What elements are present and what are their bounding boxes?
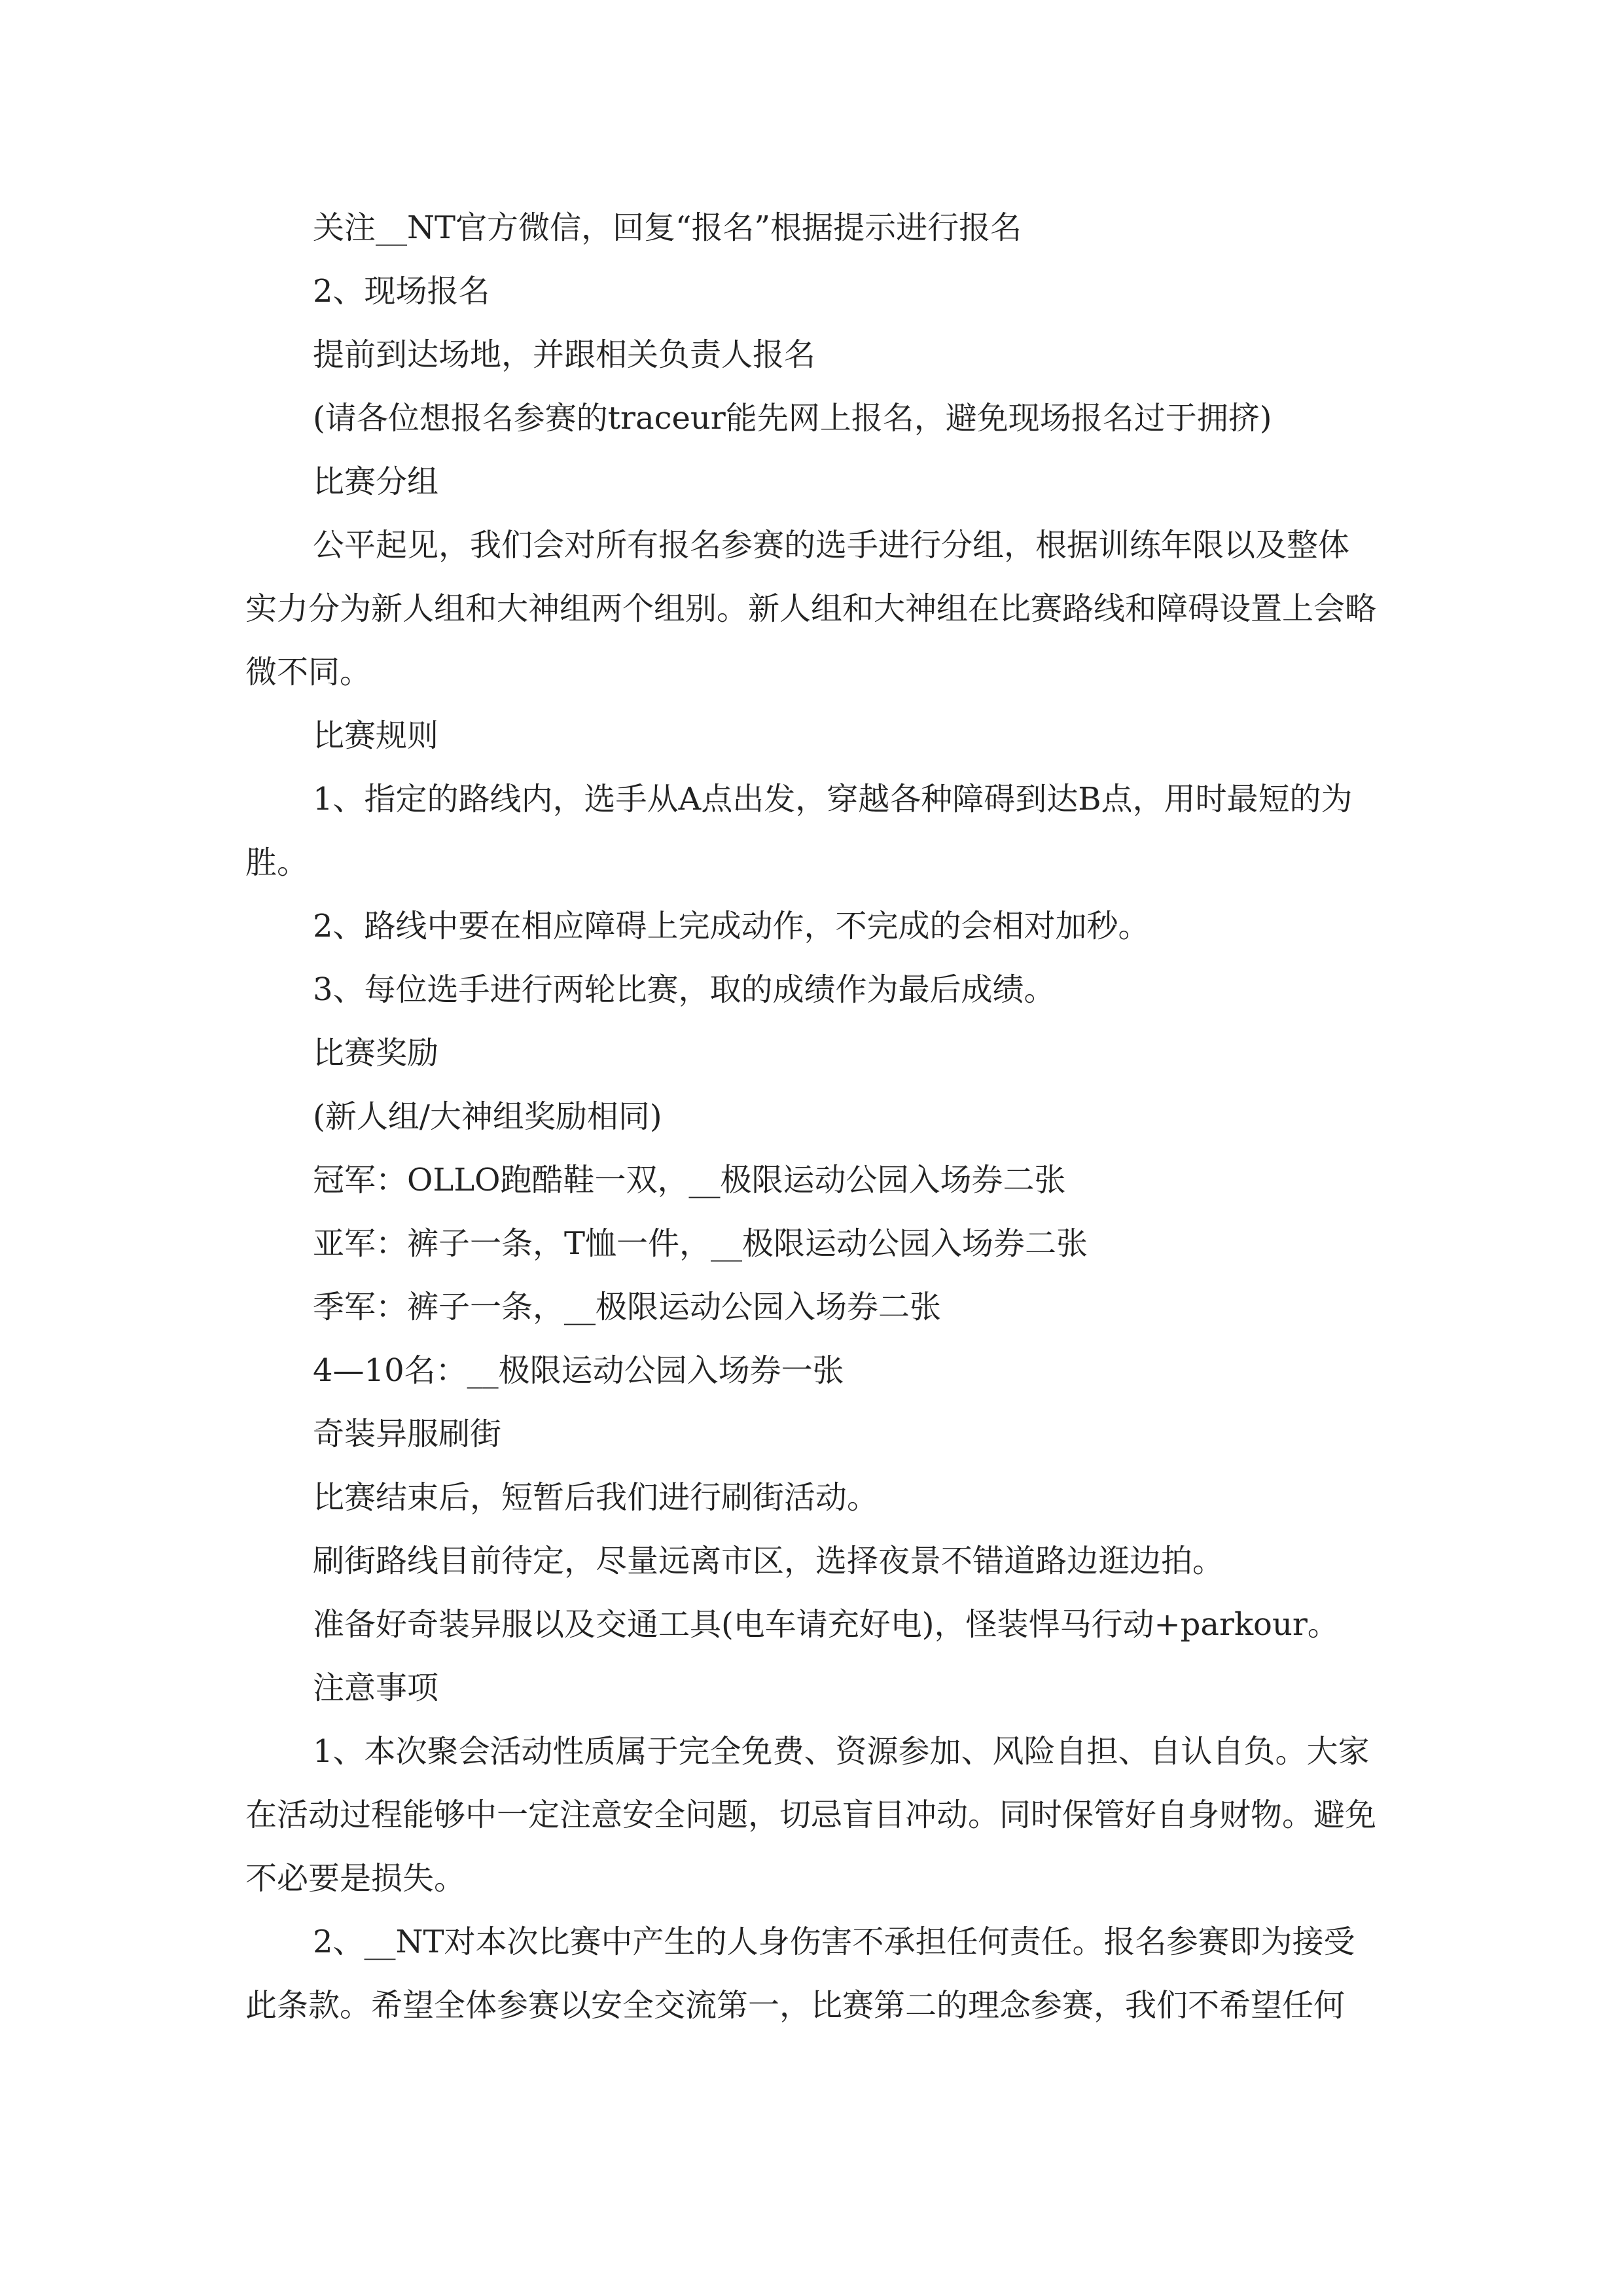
rewards-note: (新人组/大神组奖励相同) <box>313 1098 662 1135</box>
street-event-paragraph-1: 比赛结束后，短暂后我们进行刷街活动。 <box>313 1479 879 1516</box>
onsite-signup-paragraph: 提前到达场地，并跟相关负责人报名 <box>313 336 816 373</box>
reward-second-place: 亚军：裤子一条，T恤一件，__极限运动公园入场券二张 <box>313 1225 1088 1262</box>
reward-4-10-place: 4—10名：__极限运动公园入场券一张 <box>313 1352 844 1389</box>
document-body <box>245 196 1378 2037</box>
rules-heading: 比赛规则 <box>313 717 439 754</box>
notes-heading: 注意事项 <box>313 1670 439 1706</box>
rule-item-2: 2、路线中要在相应障碍上完成动作，不完成的会相对加秒。 <box>313 908 1150 944</box>
online-signup-note: (请各位想报名参赛的traceur能先网上报名，避免现场报名过于拥挤) <box>313 400 1272 437</box>
wechat-signup-paragraph: 关注__NT官方微信，回复“报名”根据提示进行报名 <box>313 209 1022 246</box>
note-item-1: 1、本次聚会活动性质属于完全免费、资源参加、风险自担、自认自负。大家在活动过程能够中一定注意安全问题，切忌盲目冲动。同时保管好自身财物。避免不必要是损失。 <box>245 1733 1377 1897</box>
rule-item-3: 3、每位选手进行两轮比赛，取的成绩作为最后成绩。 <box>313 971 1056 1008</box>
note-item-2: 2、__NT对本次比赛中产生的人身伤害不承担任何责任。报名参赛即为接受此条款。希望全体参赛以安全交流第一，比赛第二的理念参赛，我们不希望任何 <box>245 1924 1355 2024</box>
street-event-paragraph-3: 准备好奇装异服以及交通工具(电车请充好电)，怪装悍马行动+parkour。 <box>313 1606 1339 1643</box>
reward-first-place: 冠军：OLLO跑酷鞋一双，__极限运动公园入场券二张 <box>313 1162 1066 1198</box>
grouping-heading: 比赛分组 <box>313 463 439 500</box>
onsite-signup-heading: 2、现场报名 <box>313 273 490 310</box>
street-event-heading: 奇装异服刷街 <box>313 1416 502 1452</box>
rule-item-1: 1、指定的路线内，选手从A点出发，穿越各种障碍到达B点，用时最短的为胜。 <box>245 781 1353 881</box>
reward-third-place: 季军：裤子一条，__极限运动公园入场券二张 <box>313 1289 942 1325</box>
grouping-paragraph: 公平起见，我们会对所有报名参赛的选手进行分组，根据训练年限以及整体实力分为新人组和大神组两个组别。新人组和大神组在比赛路线和障碍设置上会略微不同。 <box>245 527 1377 691</box>
street-event-paragraph-2: 刷街路线目前待定，尽量远离市区，选择夜景不错道路边逛边拍。 <box>313 1543 1224 1579</box>
rewards-heading: 比赛奖励 <box>313 1035 439 1071</box>
